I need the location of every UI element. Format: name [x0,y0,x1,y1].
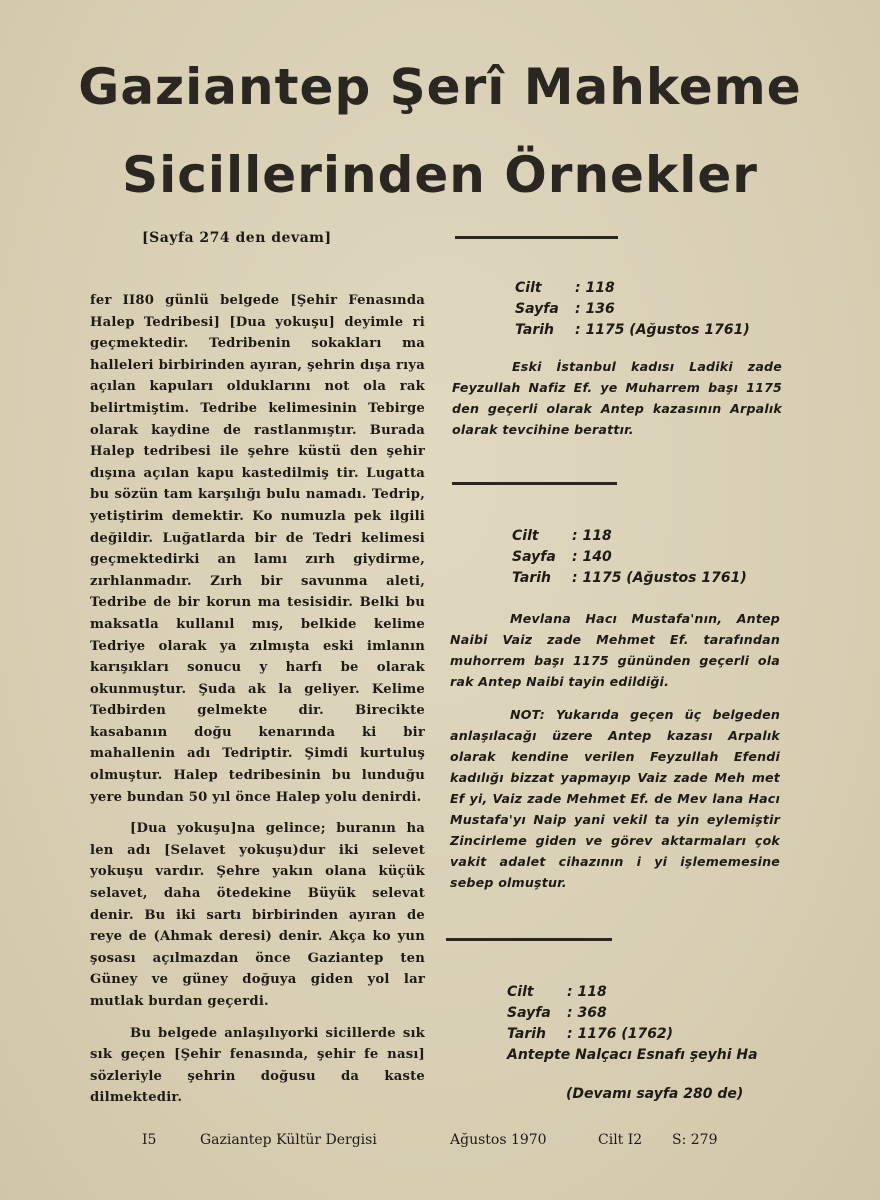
record-1-meta [515,278,750,341]
footer-page: S: 279 [672,1132,718,1148]
record-3-text: Antepte Nalçacı Esnafı şeyhi Ha [507,1047,758,1063]
left-column [90,290,425,1119]
meta-row: Tarih : 1175 (Ağustos 1761) [515,322,750,338]
meta-row: Tarih : 1176 (1762) [507,1026,674,1042]
page-title-line-1: Gaziantep Şerî Mahkeme [78,58,802,116]
section-rule [452,482,617,485]
record-3-meta [507,982,758,1066]
meta-row: Sayfa : 368 [507,1005,607,1021]
footer-magazine: Gaziantep Kültür Dergisi [200,1132,377,1148]
section-rule [455,236,618,239]
record-2-meta [512,526,747,589]
meta-row: Cilt : 118 [507,984,607,1000]
continued-from-note: [Sayfa 274 den devam] [142,230,332,246]
record-1-text: Eski İstanbul kadısı Ladiki zade Feyzullah Nafiz Ef. ye Muharrem başı 1175 den geçerli olarak Antep kazasının Arpalık olarak tevcihine berattır. [452,359,782,437]
section-rule [446,938,612,941]
page-title-line-2: Sicillerinden Örnekler [122,146,758,204]
footer-date: Ağustos 1970 [450,1132,547,1148]
continued-to-note: (Devamı sayfa 280 de) [566,1086,744,1102]
meta-row: Tarih : 1175 (Ağustos 1761) [512,570,747,586]
meta-row: Cilt : 118 [515,280,615,296]
meta-row: Cilt : 118 [512,528,612,544]
footer-volume: Cilt I2 [598,1132,643,1148]
meta-row: Sayfa : 140 [512,549,612,565]
record-2-text: Mevlana Hacı Mustafa'nın, Antep Naibi Vaiz zade Mehmet Ef. tarafından muhorrem başı 1175 gününden geçerli ola rak Antep Naibi tayin edildiği. NOT: Yukarıda geçen üç belgeden anlaşılacağı üzere Antep kazası Arpalık olarak kendine verilen Feyzullah Efendi kadılığı bizzat yapmayıp Vaiz zade Meh met Ef yi, Vaiz zade Mehmet Ef. de Mev lana Hacı Mustafa'yı Naip yani vekil ta yin eylemiştir Zincirleme giden ve görev aktarmaları çok vakit adalet cihazının i yi işlememesine sebep olmuştur. [450,608,780,905]
left-paragraph: fer II80 günlü belgede [Şehir Fenasında Halep Tedribesi] [Dua yokuşu] deyimle ri geçmektedir. Tedribenin sokakları ma halleleri birbirinden ayıran, şehrin dışa rıya açılan kapuları olduklarını not ola rak belirtmiştim. Tedribe kelimesinin Tebirge olarak kaydine de rastlanmıştır. Burada Halep tedribesi ile şehre küstü den şehir dışına açılan kapu kastedilmiş tir. Lugatta bu sözün tam karşılığı bulu namadı. Tedrip, yetiştirim demektir. Ko numuzla pek ilgili değildir. Luğatlarda bir de Tedri kelimesi geçmektedirki an lamı zırh giydirme, zırhlanmadır. Zırh bir savunma aleti, Tedribe de bir korun ma tesisidir. Belki bu maksatla kullanıl mış, belkide kelime Tedriye olarak ya zılmışta eski imlanın karışıkları sonucu y harfı be olarak okunmuştur. Şuda ak la geliyer. Kelime Tedbirden gelmekte dir. Birecikte kasabanın doğu kenarında ki bir mahallenin adı Tedriptir. Şimdi kurtuluş olmuştur. Halep tedribesinin bu lunduğu yere bundan 50 yıl önce Halep yolu denirdi. [90,293,425,805]
note-paragraph: NOT: Yukarıda geçen üç belgeden anlaşılacağı üzere Antep kazası Arpalık olarak kendine verilen Feyzullah Efendi kadılığı bizzat yapmayıp Vaiz zade Meh met Ef yi, Vaiz zade Mehmet Ef. de Mev lana Hacı Mustafa'yı Naip yani vekil ta yin eylemiştir Zincirleme giden ve görev aktarmaları çok vakit adalet cihazının i yi işlememesine sebep olmuştur. [450,707,780,890]
meta-row: Sayfa : 136 [515,301,615,317]
footer-number: I5 [142,1132,157,1148]
left-paragraph: Bu belgede anlaşılıyorki sicillerde sık sık geçen [Şehir fenasında, şehir fe nası] sözleriyle şehrin doğusu da kaste dilmektedir. [90,1025,425,1106]
left-paragraph: [Dua yokuşu]na gelince; buranın ha len adı [Selavet yokuşu)dur iki selevet yokuşu vardır. Şehre yakın olana küçük selavet, daha ötedekine Büyük selevat denir. Bu iki sartı birbirinden ayıran de reye de (Ahmak deresi) denir. Akça ko yun şosası açılmazdan önce Gaziantep ten Güney ve güney doğuya giden yol lar mutlak burdan geçerdi. [90,821,425,1009]
